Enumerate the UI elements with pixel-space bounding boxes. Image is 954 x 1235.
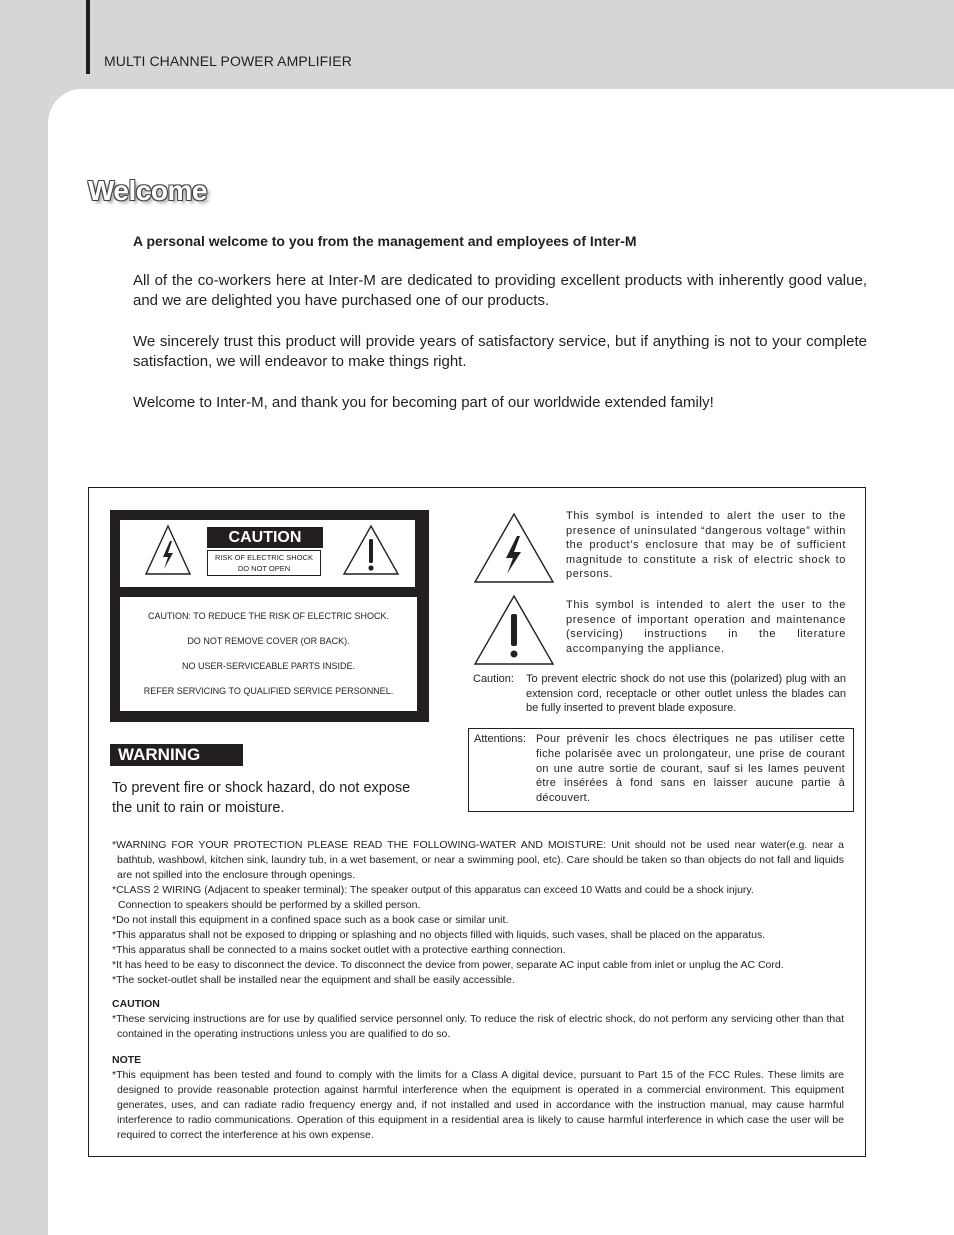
header-bar (86, 0, 90, 74)
caution-line: NO USER-SERVICEABLE PARTS INSIDE. (181, 661, 356, 671)
safety-box (88, 487, 866, 1157)
note-section (112, 1053, 844, 1143)
lightning-symbol-icon (473, 512, 555, 584)
exclamation-symbol-text: This symbol is intended to alert the user to the presence of important operation and maintenance (servicing) instructions in the literature accompanying the appliance. (566, 599, 846, 655)
lightning-symbol-text: This symbol is intended to alert the user to the presence of uninsulated “dangerous voltage” within the product’s enclosure that may be of sufficient magnitude to constitute a risk of electric shock to persons. (566, 510, 846, 581)
fine-print-item: *WARNING FOR YOUR PROTECTION PLEASE READ THE FOLLOWING-WATER AND MOISTURE: Unit should not be used near water(e.g. near a bathtub, washbowl, kitchen sink, laundry tub, in a wet basement, or near a swimming pool, etc). Care should be taken so than objects do not fall and liquids are not spilled into the enclosure through openings. (112, 839, 844, 881)
caution-label: CAUTION (207, 527, 323, 548)
page-title: Welcome (88, 175, 207, 206)
caution-sub-line: RISK OF ELECTRIC SHOCK (215, 553, 313, 562)
welcome-paragraph: All of the co-workers here at Inter-M are dedicated to providing excellent products with inherently good value, and we are delighted you have purchased one of our products. (133, 272, 867, 309)
exclamation-warning-icon (342, 524, 400, 576)
welcome-intro (133, 231, 867, 434)
fine-print-item: *It has heed to be easy to disconnect the device. To disconnect the device from power, separate AC input cable from inlet or unplug the AC Cord. (112, 959, 784, 971)
fine-print-item: *CLASS 2 WIRING (Adjacent to speaker terminal): The speaker output of this apparatus can exceed 10 Watts and could be a shock injury. (112, 884, 754, 896)
caution-section (112, 997, 844, 1042)
caution-line: CAUTION: TO REDUCE THE RISK OF ELECTRIC SHOCK. (147, 611, 390, 621)
caution-note (473, 672, 846, 716)
note-text: *This equipment has been tested and found to comply with the limits for a Class A digital device, pursuant to Part 15 of the FCC Rules. These limits are designed to provide reasonable protection against harmful interference when the equipment is operated in a commercial environment. This equipment generates, uses, and can radiate radio frequency energy and, if not installed and used in accordance with the instruction manual, may cause harmful interference to radio communications. Operation of this equipment in a residential area is likely to cause harmful interference in which case the user will be required to correct the interference at his own expense. (112, 1069, 844, 1141)
attentions-box (468, 728, 854, 812)
fine-print-item: Connection to speakers should be performed by a skilled person. (118, 899, 421, 911)
attentions-label: Attentions: (474, 733, 526, 745)
caution-note-label: Caution: (473, 673, 514, 685)
caution-line: DO NOT REMOVE COVER (OR BACK). (187, 636, 350, 646)
welcome-lead: A personal welcome to you from the management and employees of Inter-M (133, 233, 637, 249)
fine-print-item: *The socket-outlet shall be installed near the equipment and shall be easily accessible. (112, 974, 515, 986)
exclamation-symbol-icon (473, 594, 555, 666)
caution-sub-line: DO NOT OPEN (237, 564, 291, 573)
welcome-paragraph: Welcome to Inter-M, and thank you for becoming part of our worldwide extended family! (133, 394, 714, 411)
attentions-text: Pour prévenir les chocs électriques ne pas utiliser cette fiche polarisée avec un prolongateur, une prise de courant on une autre sortie de courant, sauf si les lames peuvent étre insérées à fond sans en laisser aucune partie à découvert. (536, 733, 845, 805)
welcome-paragraph: We sincerely trust this product will provide years of satisfactory service, but if anything is not to your complete satisfaction, we will endeavor to make things right. (133, 333, 867, 370)
fine-print-list (112, 838, 844, 988)
fine-print-item: *Do not install this equipment in a confined space such as a book case or similar unit. (112, 914, 509, 926)
caution-panel (110, 510, 429, 722)
warning-label: WARNING (110, 744, 243, 766)
caution-instructions (120, 597, 417, 711)
header-title: MULTI CHANNEL POWER AMPLIFIER (104, 53, 352, 69)
caution-note-text: To prevent electric shock do not use this (polarized) plug with an extension cord, receptacle or other outlet unless the blades can be fully inserted to prevent blade exposure. (526, 673, 846, 715)
warning-text: To prevent fire or shock hazard, do not expose the unit to rain or moisture. (112, 780, 411, 816)
lightning-warning-icon (144, 524, 192, 576)
caution-line: REFER SERVICING TO QUALIFIED SERVICE PERSONNEL. (143, 686, 394, 696)
caution-sublabel (207, 550, 321, 576)
caution-heading: CAUTION (112, 998, 160, 1010)
caution-label-area (120, 520, 415, 587)
note-heading: NOTE (112, 1054, 142, 1066)
caution-text: *These servicing instructions are for use by qualified service personnel only. To reduce the risk of electric shock, do not perform any servicing other than that contained in the operating instructions unless you are qualified to do so. (112, 1013, 844, 1040)
fine-print-item: *This apparatus shall be connected to a mains socket outlet with a protective earthing connection. (112, 944, 566, 956)
fine-print-item: *This apparatus shall not be exposed to dripping or splashing and no objects filled with liquids, such vases, shall be placed on the apparatus. (112, 929, 766, 941)
